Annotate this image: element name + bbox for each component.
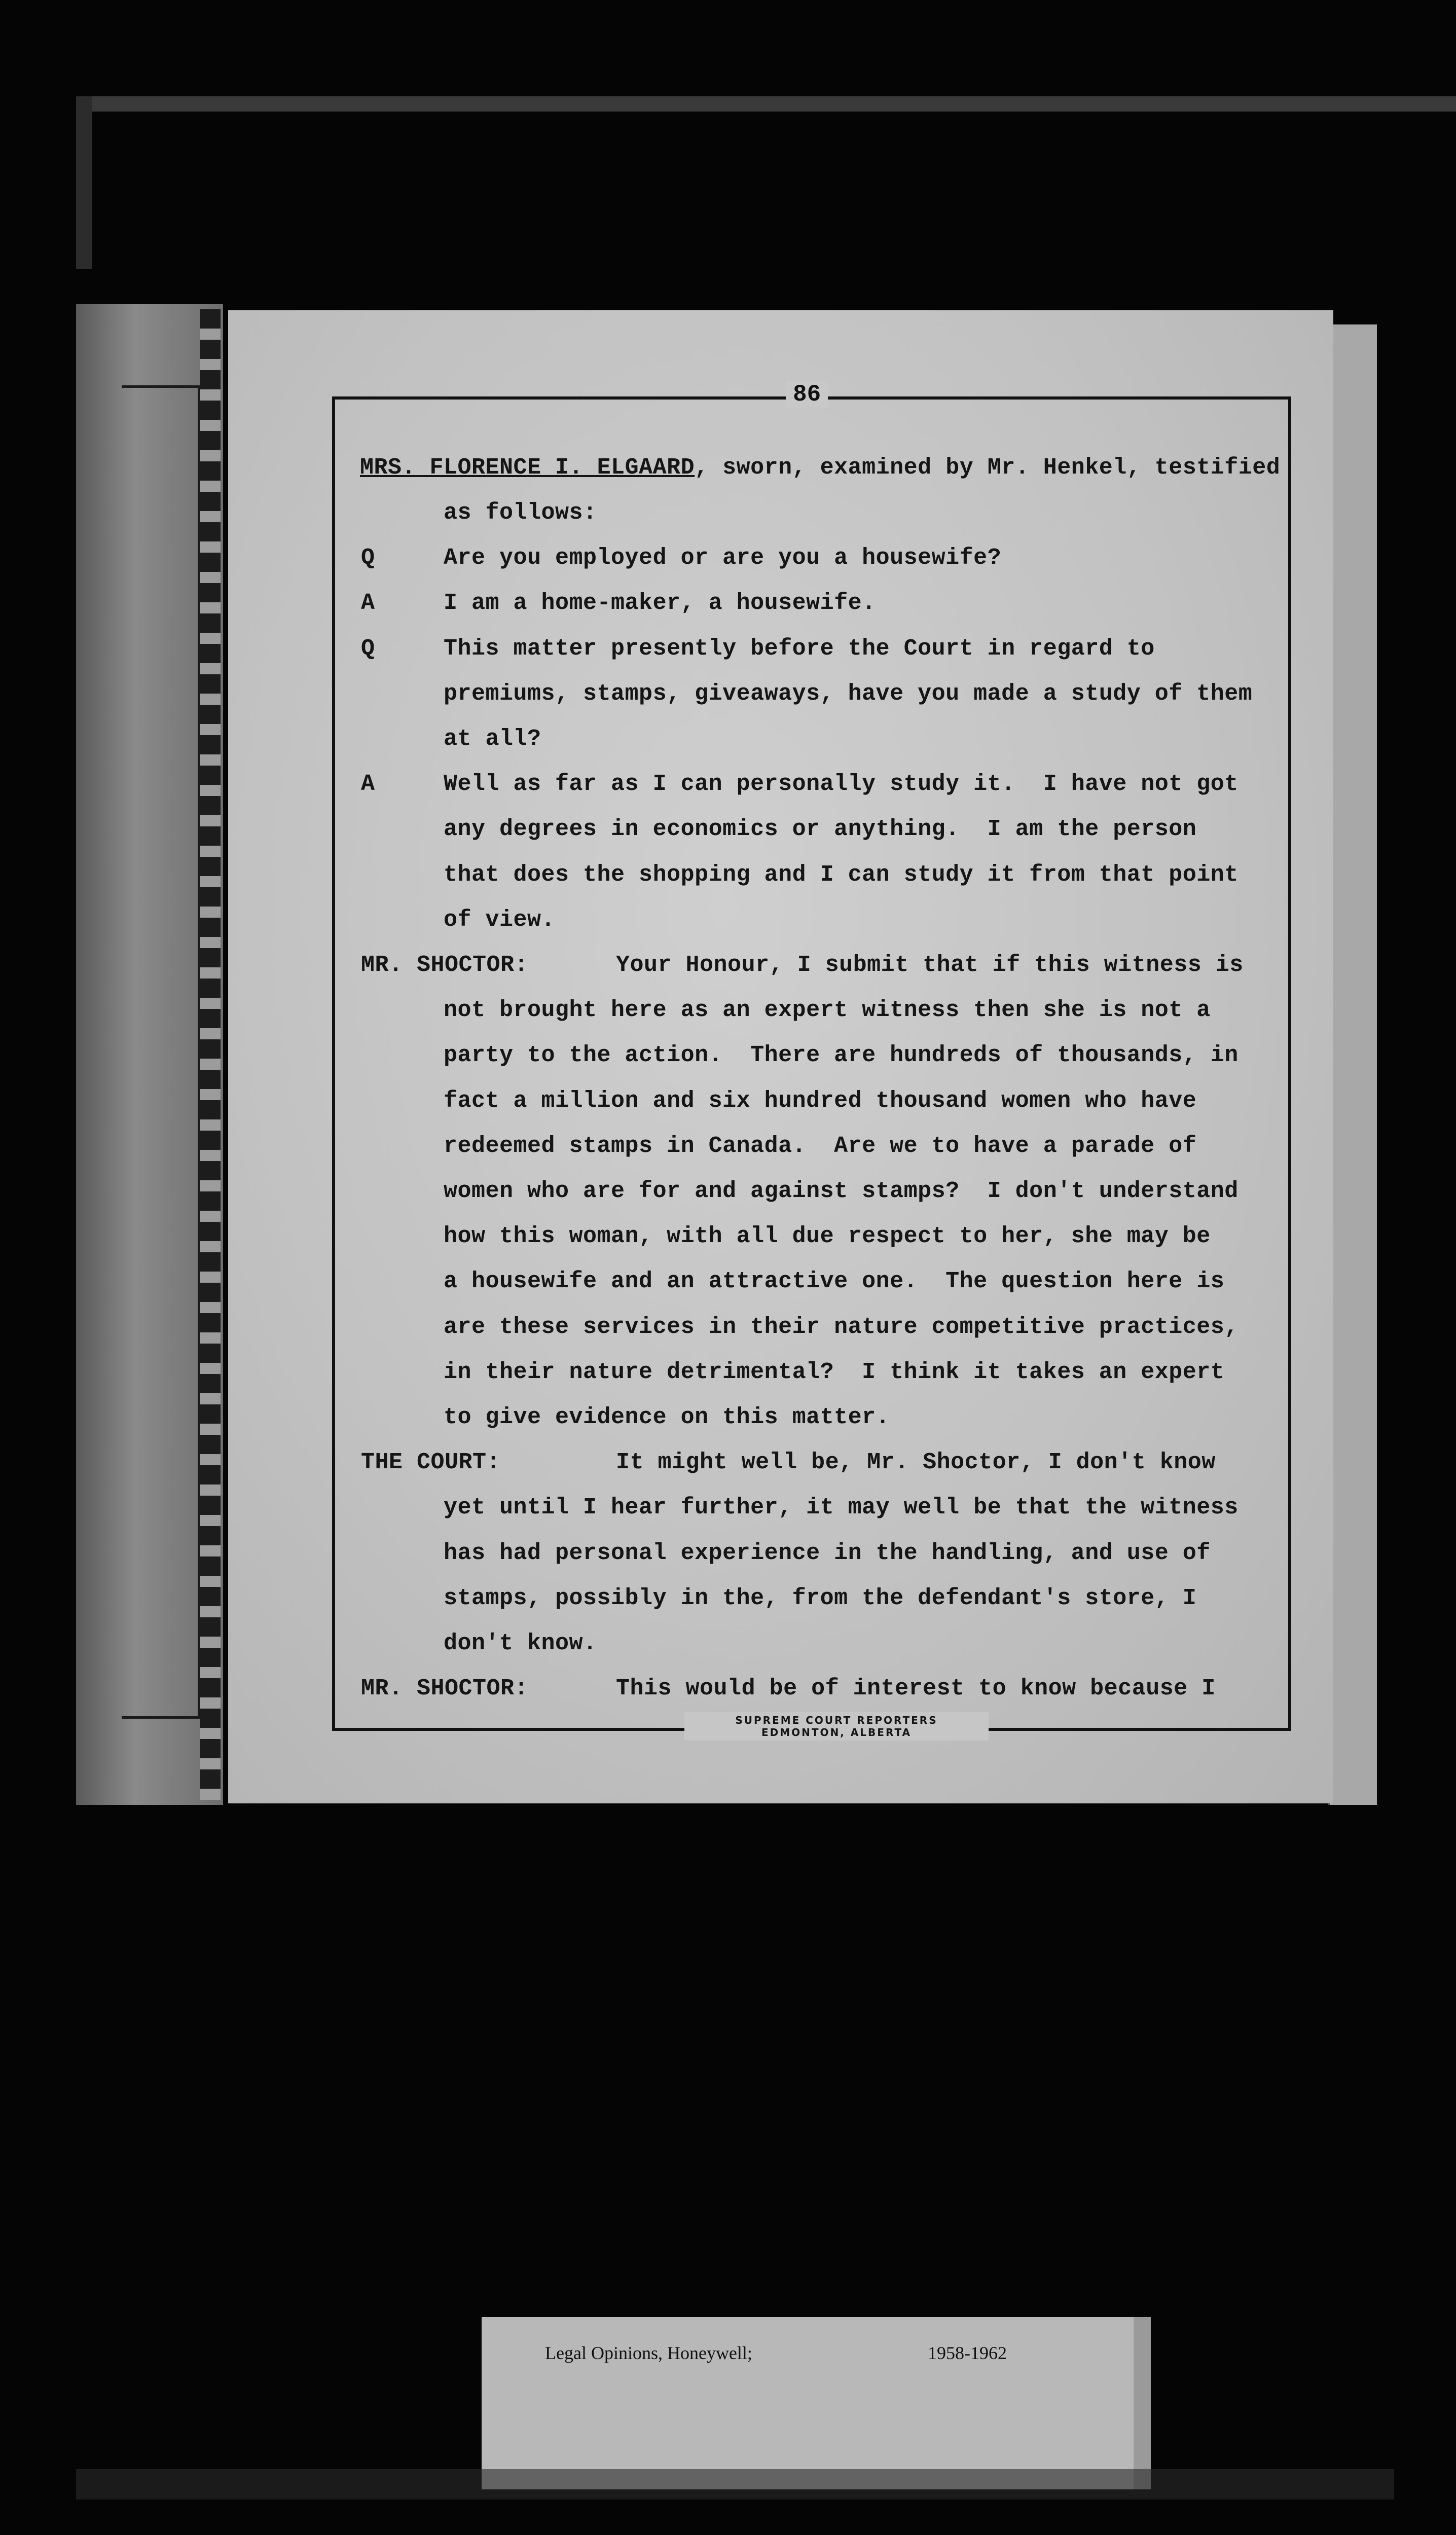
reporter-city: EDMONTON, ALBERTA <box>761 1726 912 1739</box>
folder-dates: 1958-1962 <box>928 2343 1007 2363</box>
transcript-line: It might well be, Mr. Shoctor, I don't know <box>532 1450 1216 1475</box>
previous-page-border <box>122 385 200 1719</box>
speaker-label: Q <box>361 636 375 662</box>
transcript-line: Well as far as I can personally study it. I have not got <box>444 771 1239 797</box>
transcript-line: Are you employed or are you a housewife? <box>444 545 1002 571</box>
film-bottom-edge <box>76 2469 1394 2500</box>
next-page-edge <box>1328 324 1377 1805</box>
binder-rings <box>200 309 221 1800</box>
speaker-label: MR. SHOCTOR: <box>361 952 529 978</box>
transcript-line: a housewife and an attractive one. The question here is <box>444 1269 1225 1294</box>
folder-label <box>482 2317 1151 2489</box>
reporter-stamp <box>684 1712 989 1741</box>
transcript-line: that does the shopping and I can study it from that point <box>444 862 1239 888</box>
transcript-line: I am a home-maker, a housewife. <box>444 590 876 616</box>
film-top-edge <box>76 96 1456 112</box>
header-text: , sworn, examined by Mr. Henkel, testified <box>695 455 1281 481</box>
speaker-label: A <box>361 590 375 616</box>
header-line <box>360 455 1280 481</box>
transcript-page <box>228 310 1333 1803</box>
transcript-line: as follows: <box>444 500 597 526</box>
transcript-line: yet until I hear further, it may well be that the witness <box>444 1495 1239 1520</box>
transcript-line: redeemed stamps in Canada. Are we to have a parade of <box>444 1133 1197 1159</box>
transcript-line: of view. <box>444 907 556 933</box>
transcript-line: fact a million and six hundred thousand women who have <box>444 1088 1197 1114</box>
transcript-line: any degrees in economics or anything. I am the person <box>444 816 1197 842</box>
speaker-label: MR. SHOCTOR: <box>361 1676 529 1701</box>
transcript-line: This matter presently before the Court in regard to <box>444 636 1155 662</box>
speaker-label: THE COURT: <box>361 1450 501 1475</box>
speaker-label: Q <box>361 545 375 571</box>
transcript-line: in their nature detrimental? I think it takes an expert <box>444 1359 1225 1385</box>
transcript-line: premiums, stamps, giveaways, have you made a study of them <box>444 681 1253 707</box>
transcript-line: Your Honour, I submit that if this witness is <box>532 952 1244 978</box>
transcript-line: This would be of interest to know because I <box>532 1676 1216 1701</box>
transcript-line: not brought here as an expert witness then she is not a <box>444 997 1211 1023</box>
transcript-line: are these services in their nature competitive practices, <box>444 1314 1239 1340</box>
transcript-line: women who are for and against stamps? I don't understand <box>444 1178 1239 1204</box>
film-frame-edge <box>76 96 92 269</box>
speaker-label: A <box>361 771 375 797</box>
transcript-line: to give evidence on this matter. <box>444 1404 890 1430</box>
witness-name: MRS. FLORENCE I. ELGAARD <box>360 455 695 481</box>
label-clip <box>1134 2317 1151 2489</box>
reporter-name: SUPREME COURT REPORTERS <box>735 1714 938 1726</box>
transcript-line: party to the action. There are hundreds of thousands, in <box>444 1042 1239 1068</box>
folder-title: Legal Opinions, Honeywell; <box>545 2343 752 2363</box>
transcript-line: stamps, possibly in the, from the defendant's store, I <box>444 1585 1197 1611</box>
transcript-line: how this woman, with all due respect to her, she may be <box>444 1223 1211 1249</box>
transcript-line: has had personal experience in the handling, and use of <box>444 1540 1211 1566</box>
transcript-line: at all? <box>444 726 541 752</box>
transcript-line: don't know. <box>444 1631 597 1656</box>
page-number: 86 <box>786 381 828 408</box>
